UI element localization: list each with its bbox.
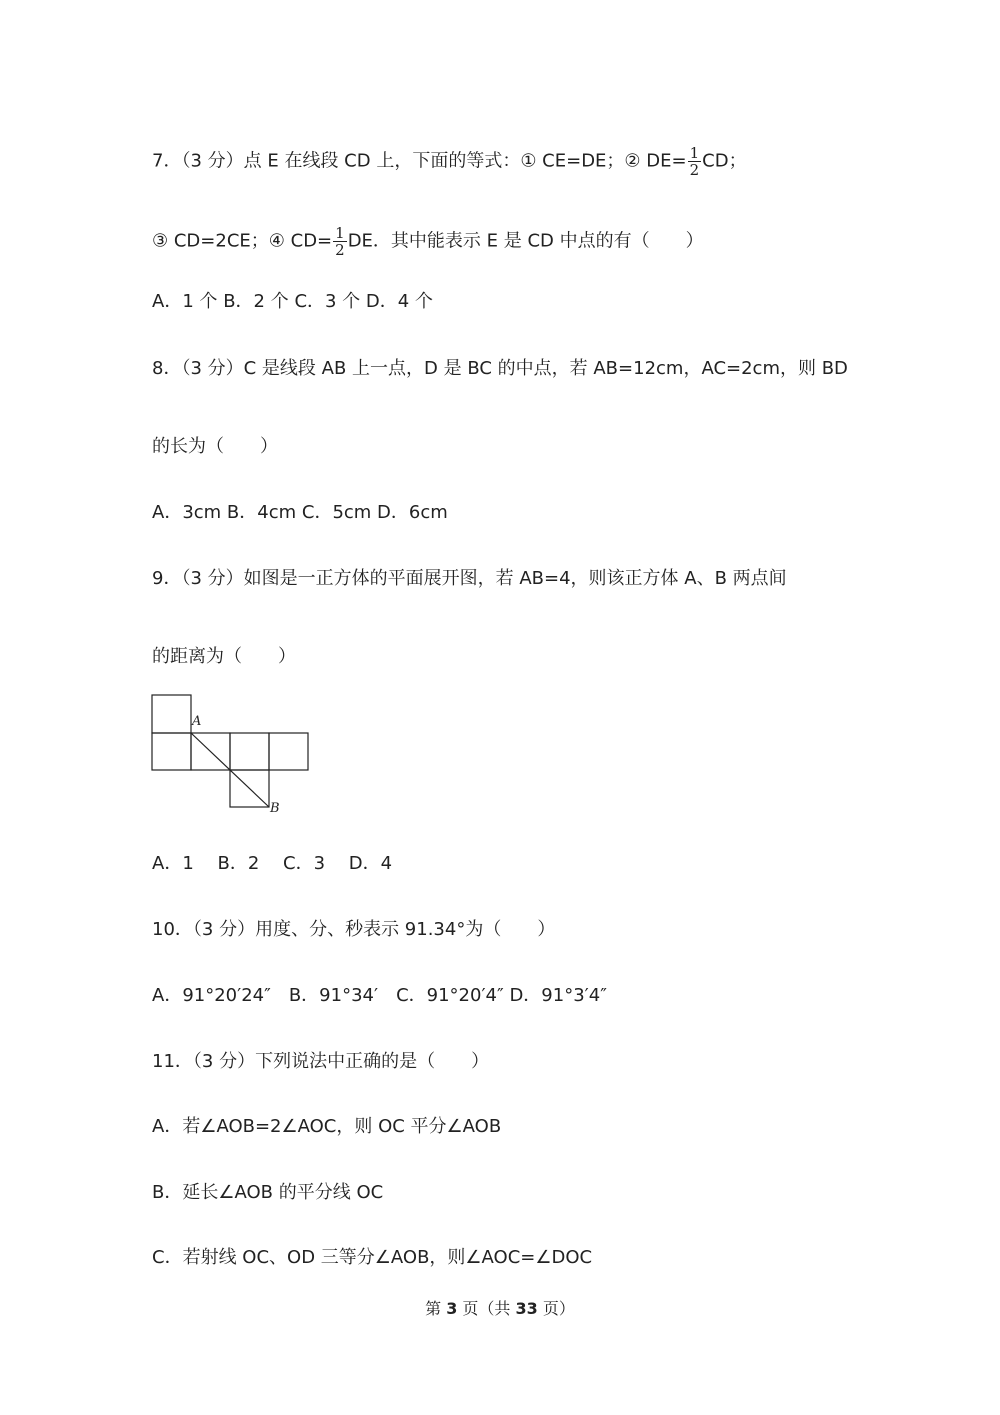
q7-line2 — [152, 225, 704, 258]
q9-options: A．1 B．2 C．3 D．4 — [152, 853, 393, 874]
q11-line1: 11．（3 分）下列说法中正确的是（ ） — [152, 1051, 490, 1072]
page-total: 33 — [515, 1299, 538, 1318]
q9-line1: 9．（3 分）如图是一正方体的平面展开图，若 AB=4，则该正方体 A、B 两点间 — [152, 568, 787, 589]
point-b-label: B — [270, 801, 280, 816]
page-number: 3 — [446, 1299, 458, 1318]
point-a-label: A — [192, 714, 202, 729]
q7-line1-suffix: CD； — [702, 150, 747, 172]
q7-line1-prefix: 7．（3 分）点 E 在线段 CD 上，下面的等式：① CE=DE；② DE= — [152, 150, 687, 172]
page-footer: 第 3 页（共 33 页） — [425, 1299, 575, 1318]
q8-line2: 的长为（ ） — [152, 436, 278, 457]
q7-fraction-2: $\frac{1}{2}$ — [335, 224, 345, 259]
net-square-top — [152, 695, 191, 733]
q7-line1 — [152, 145, 747, 178]
q11-option-c: C．若射线 OC、OD 三等分∠AOB，则∠AOC=∠DOC — [152, 1247, 593, 1268]
net-square-row-1 — [152, 733, 191, 770]
q10-line1: 10．（3 分）用度、分、秒表示 91.34°为（ ） — [152, 919, 556, 940]
q7-line2-suffix: DE．其中能表示 E 是 CD 中点的有（ ） — [347, 230, 704, 252]
q8-line1: 8．（3 分）C 是线段 AB 上一点，D 是 BC 的中点，若 AB=12cm，AC=2cm，则 BD — [152, 358, 848, 379]
q10-options: A．91°20′24″ B．91°34′ C．91°20′4″ D．91°3′4″ — [152, 985, 607, 1006]
net-square-row-4 — [269, 733, 308, 770]
q11-option-b: B．延长∠AOB 的平分线 OC — [152, 1182, 384, 1203]
q7-line2-prefix: ③ CD=2CE；④ CD= — [152, 230, 333, 252]
q7-options: A．1 个 B．2 个 C．3 个 D．4 个 — [152, 291, 433, 312]
cube-net-diagram — [150, 692, 320, 822]
cube-net-figure — [150, 692, 320, 827]
q11-option-a: A．若∠AOB=2∠AOC，则 OC 平分∠AOB — [152, 1116, 502, 1137]
net-square-row-3 — [230, 733, 269, 770]
q7-fraction-1: $\frac{1}{2}$ — [689, 144, 700, 179]
q8-options: A．3cm B．4cm C．5cm D．6cm — [152, 502, 448, 523]
q9-line2: 的距离为（ ） — [152, 646, 296, 667]
